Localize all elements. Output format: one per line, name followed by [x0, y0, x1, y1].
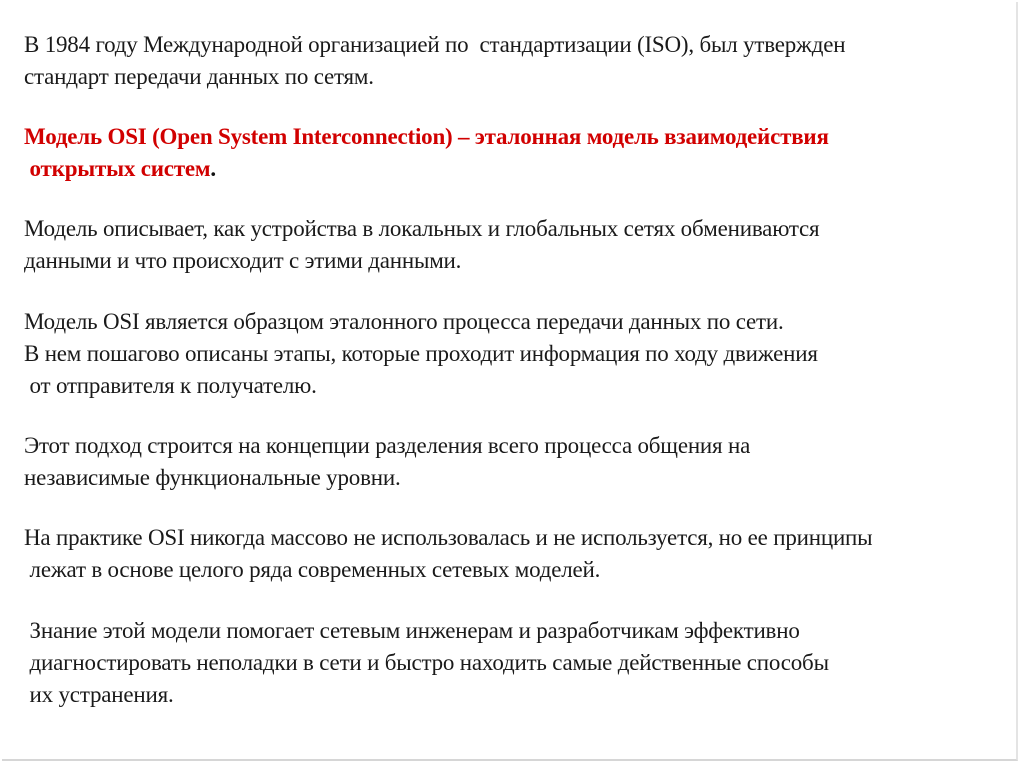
paragraph-6-line-1: На практике OSI никогда массово не использовалась и не используется, но ее принципы: [24, 525, 873, 550]
osi-definition-end-mark: .: [210, 156, 216, 181]
paragraph-5-line-2: независимые функциональные уровни.: [24, 465, 401, 490]
paragraph-1-line-1: В 1984 году Международной организацией по стандартизации (ISO), был утвержден: [24, 32, 846, 57]
paragraph-7-line-1: Знание этой модели помогает сетевым инженерам и разработчикам эффективно: [24, 618, 800, 643]
paragraph-4-line-3: от отправителя к получателю.: [24, 373, 317, 398]
osi-definition-line-2: [24, 154, 216, 184]
osi-definition-line-1: Модель OSI (Open System Interconnection) – эталонная модель взаимодействия: [24, 124, 829, 149]
paragraph-3-line-1: Модель описывает, как устройства в локальных и глобальных сетях обмениваются: [24, 216, 820, 241]
paragraph-3-line-2: данными и что происходит с этими данными.: [24, 248, 462, 273]
paragraph-1-line-2: стандарт передачи данных по сетям.: [24, 64, 374, 89]
paragraph-7-line-3: их устранения.: [24, 682, 174, 707]
paragraph-4-line-1: Модель OSI является образцом эталонного процесса передачи данных по сети.: [24, 309, 784, 334]
paragraph-4-line-2: В нем пошагово описаны этапы, которые проходит информация по ходу движения: [24, 341, 818, 366]
paragraph-5-line-1: Этот подход строится на концепции разделения всего процесса общения на: [24, 433, 751, 458]
paragraph-6-line-2: лежат в основе целого ряда современных сетевых моделей.: [24, 557, 601, 582]
osi-definition-line-2-text: открытых систем: [24, 156, 211, 181]
paragraph-7-line-2: диагностировать неполадки в сети и быстро находить самые действенные способы: [24, 650, 829, 675]
